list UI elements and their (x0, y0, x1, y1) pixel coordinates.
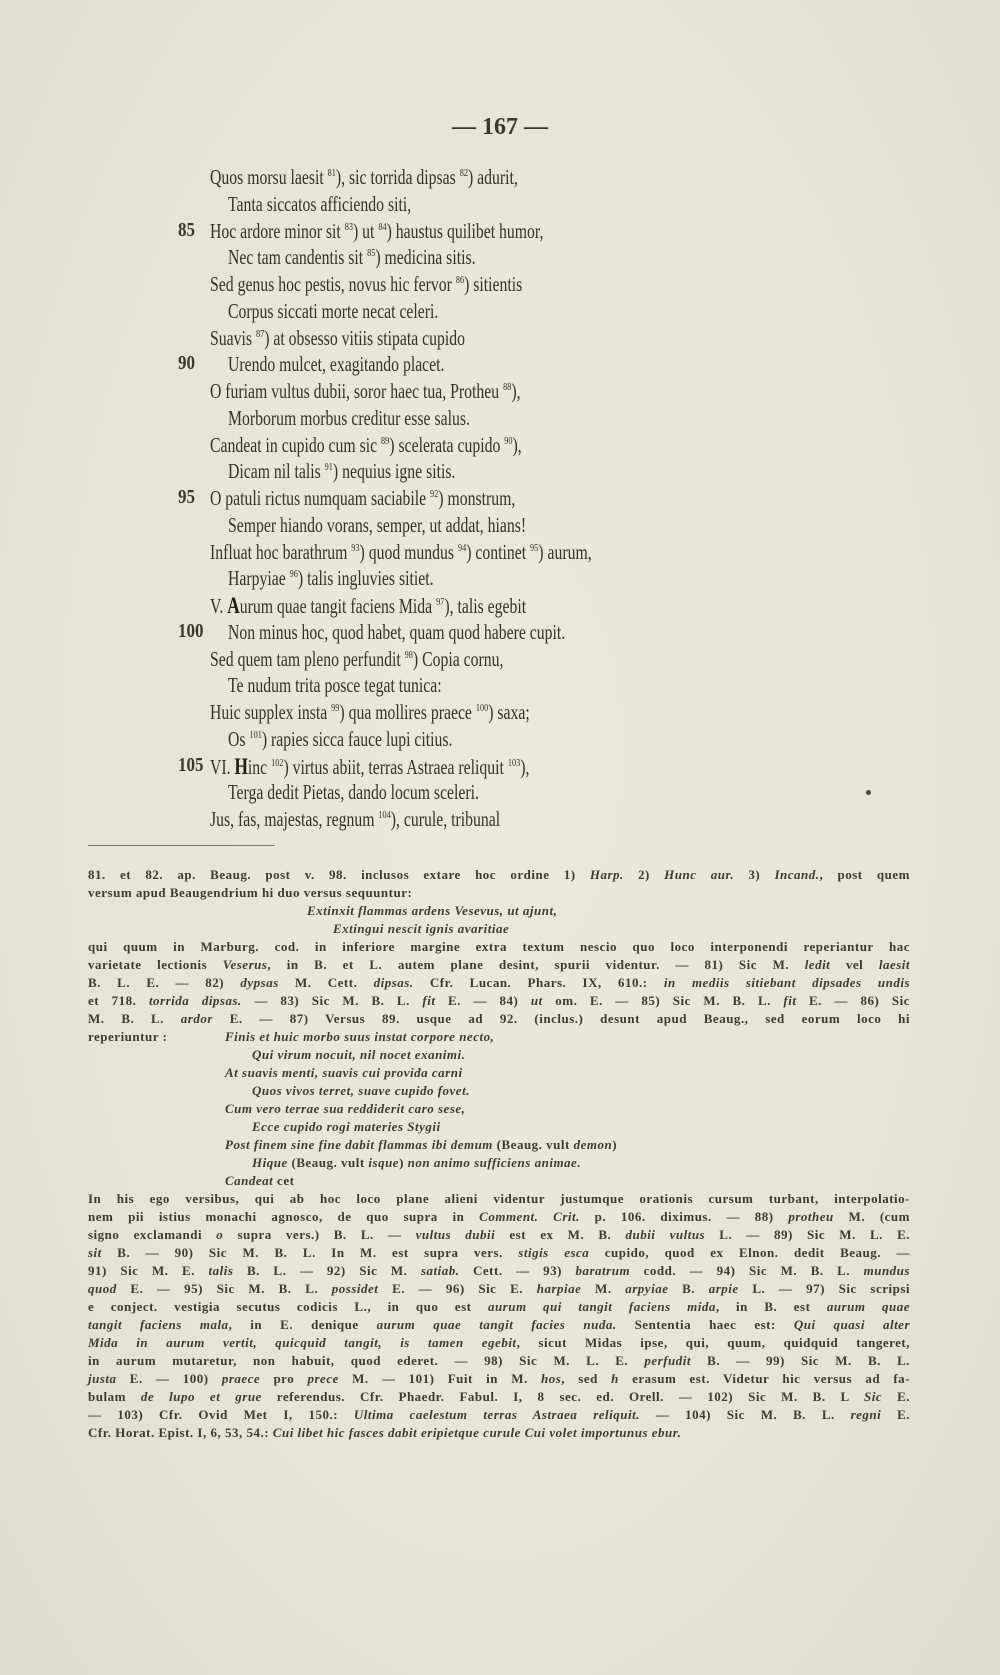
footnote-segment: praece (221, 1371, 261, 1386)
footnote-segment: in mediis sitiebant dipsades undis (663, 975, 910, 990)
footnote-line (88, 938, 910, 956)
verse-segment: Huic supplex insta (210, 700, 332, 724)
footnote-segment: quod (88, 1281, 117, 1296)
footnote-ref: 87 (255, 327, 265, 340)
footnote-line (252, 1118, 441, 1136)
verse-text-line (210, 165, 518, 190)
verse-segment: Harpyiae (228, 566, 290, 591)
verse-segment: Influat hoc barathrum (210, 539, 352, 564)
verse-text-line (228, 406, 470, 431)
footnote-segment: Hique (252, 1155, 288, 1170)
footnote-segment: mundus (863, 1263, 910, 1278)
footnote-segment: signo exclamandi (88, 1227, 217, 1242)
footnote-ref: 81 (327, 167, 336, 179)
footnote-line (88, 1262, 910, 1280)
footnote-line (88, 1190, 910, 1208)
verse-segment: Suavis (210, 325, 256, 350)
footnote-segment: E. — 84) (435, 993, 531, 1008)
verse-segment: ) nequius igne sitis. (332, 459, 456, 484)
footnote-ref: 88 (503, 381, 512, 393)
footnote-segment: — 83) Sic M. B. L. (241, 993, 423, 1008)
footnote-segment: est ex M. B. (495, 1227, 626, 1242)
verse-segment: ), talis egebit (444, 594, 527, 618)
footnote-segment: Qui quasi alter (793, 1317, 911, 1332)
footnote-segment: Sententia haec est: (616, 1317, 794, 1332)
line-number: 85 (178, 218, 195, 241)
footnote-segment: et 718. (88, 993, 149, 1008)
footnote-line (88, 866, 910, 884)
footnote-segment: cupido, quod ex Elnon. dedit Beaug. — (589, 1245, 910, 1260)
footnote-segment: pro (260, 1371, 308, 1386)
footnote-segment: ledit (804, 957, 831, 972)
footnote-segment: Cui libet hic fasces dabit eripietque curule Cui volet importunus ebur. (272, 1425, 682, 1440)
verse-segment: O patuli rictus numquam saciabile (210, 486, 431, 510)
verse-segment: Os (228, 726, 250, 751)
footnote-segment: bulam (88, 1389, 141, 1404)
verse-text-line (210, 219, 543, 244)
footnote-line (252, 1046, 465, 1064)
footnote-segment: satiab. (420, 1263, 460, 1278)
verse-segment: Tanta siccatos afficiendo siti, (228, 191, 412, 216)
footnote-segment: protheu (788, 1209, 834, 1224)
verse-segment: ), (520, 754, 530, 779)
footnote-ref: 90 (504, 434, 513, 447)
verse-text-line (210, 700, 530, 725)
footnote-segment: Harp. (589, 867, 624, 882)
verse-segment: VI. (210, 754, 235, 779)
verse-segment: Terga dedit Pietas, dando locum sceleri. (228, 780, 479, 805)
footnote-ref: 82 (459, 167, 468, 179)
verse-segment: urum quae tangit faciens Mida (239, 594, 437, 618)
line-number: 105 (178, 753, 204, 776)
verse-text-line (228, 245, 476, 270)
footnote-segment: harpiae (536, 1281, 582, 1296)
footnote-segment: Cum vero terrae sua reddiderit caro sese, (225, 1101, 466, 1116)
verse-segment: ), curule, tribunal (390, 807, 501, 831)
footnote-segment: Extingui nescit ignis avaritiae (333, 921, 510, 936)
footnote-segment: Incand. (774, 867, 820, 882)
footnote-segment: E. — 87) Versus 89. usque ad 92. (inclus.) desunt apud Beaug., sed eorum loco hi (212, 1011, 910, 1026)
footnote-ref: 83 (344, 220, 353, 233)
verse-segment: O furiam vultus dubii, soror haec tua, Protheu (210, 379, 504, 403)
footnote-segment: Hunc aur. (664, 867, 735, 882)
verse-segment: ) aurum, (538, 539, 592, 564)
footnote-segment: justa (88, 1371, 117, 1386)
ink-speck (866, 790, 871, 795)
footnote-segment: e conject. vestigia secutus codicis L., in quo est (88, 1299, 488, 1314)
footnote-segment: non animo sufficiens animae. (407, 1155, 582, 1170)
line-number: 95 (178, 486, 195, 508)
verse-text-line (228, 673, 442, 698)
footnote-segment: L. — 89) Sic M. L. E. (705, 1227, 911, 1242)
footnote-segment: , in B. et L. autem plane desint, spurii videntur. — 81) Sic M. (267, 957, 805, 972)
footnote-segment: — 104) Sic M. B. L. (639, 1407, 851, 1422)
footnote-segment: Ecce cupido rogi materies Stygii (252, 1119, 441, 1134)
footnote-line (88, 1352, 910, 1370)
footnote-line (225, 1064, 463, 1082)
verse-text-line (228, 192, 411, 217)
footnote-segment: dypsas (240, 975, 279, 990)
verse-segment: Morborum morbus creditur esse salus. (228, 405, 470, 430)
footnote-segment: , sed (561, 1371, 612, 1386)
footnote-segment: B. — 90) Sic M. B. L. In M. est supra vers. (101, 1245, 519, 1260)
footnote-segment: tangit faciens mala (88, 1317, 229, 1332)
verse-text-line (228, 513, 526, 538)
footnote-segment: E. — 95) Sic M. B. L. (116, 1281, 332, 1296)
footnote-ref: 103 (507, 756, 521, 769)
footnote-line (88, 884, 910, 902)
verse-text-line (210, 433, 522, 458)
footnote-line (225, 1172, 294, 1190)
footnote-line (88, 1370, 910, 1388)
footnote-line (88, 1406, 910, 1424)
verse-segment: ) scelerata cupido (389, 432, 505, 457)
footnote-segment: Veserus (222, 957, 268, 972)
footnote-segment: versum apud Beaugendrium hi duo versus sequuntur: (88, 885, 413, 900)
footnote-segment: , in E. denique (228, 1317, 377, 1332)
footnote-segment: E. (882, 1389, 910, 1404)
footnote-segment: aurum quae tangit facies nuda. (376, 1317, 617, 1332)
footnote-line (88, 956, 910, 974)
footnote-segment: qui quum in Marburg. cod. in inferiore margine extra textum nescio quo loco interponendi reperiantur hac (88, 939, 910, 954)
verse-text-line (228, 566, 434, 591)
footnote-ref: 97 (436, 596, 445, 608)
footnote-segment: ) (612, 1137, 618, 1152)
footnote-segment: 2) (623, 867, 665, 882)
line-number: 90 (178, 352, 195, 375)
footnote-segment: vultus dubii (415, 1227, 496, 1242)
footnote-ref: 95 (530, 541, 539, 554)
verse-segment: ) ut (352, 218, 379, 243)
verse-segment: V. (210, 594, 228, 618)
verse-segment: Sed genus hoc pestis, novus hic fervor (210, 272, 456, 296)
verse-text-line (210, 647, 503, 672)
footnote-segment: B. (668, 1281, 709, 1296)
footnote-segment: laesit (878, 957, 910, 972)
footnote-segment: L. — 97) Sic scripsi (738, 1281, 910, 1296)
footnote-segment: E. (881, 1407, 911, 1422)
footnote-segment: fit (422, 993, 436, 1008)
footnote-segment: arpie (708, 1281, 739, 1296)
verse-segment: ) talis ingluvies sitiet. (297, 566, 434, 591)
footnote-segment: (Beaug. vult (492, 1137, 574, 1152)
footnote-segment: dipsas. (373, 975, 414, 990)
verse-segment: ), (511, 379, 521, 403)
footnote-segment: varietate lectionis (88, 957, 223, 972)
footnote-segment: sit (88, 1245, 102, 1260)
verse-text-line (210, 326, 465, 351)
footnote-segment: o (216, 1227, 224, 1242)
footnote-line (307, 902, 557, 920)
footnote-segment: B. L. — 92) Sic M. (233, 1263, 421, 1278)
footnote-segment: Quos vivos terret, suave cupido fovet. (252, 1083, 470, 1098)
footnote-segment: demon (573, 1137, 613, 1152)
footnote-segment: referendus. Cfr. Phaedr. Fabul. I, 8 sec. ed. Orell. — 102) Sic M. B. L (261, 1389, 864, 1404)
footnote-segment: de lupo et grue (140, 1389, 262, 1404)
footnote-line (88, 1298, 910, 1316)
footnote-segment: M. (581, 1281, 626, 1296)
verse-text-line (210, 486, 515, 511)
verse-text-line (228, 299, 438, 324)
verse-segment: ) at obsesso vitiis stipata cupido (264, 325, 465, 350)
footnote-segment: prece (307, 1371, 339, 1386)
verse-segment: ) adurit, (467, 165, 518, 189)
footnote-segment: Cett. — 93) (459, 1263, 576, 1278)
footnote-segment: torrida dipsas. (148, 993, 242, 1008)
verse-segment: inc (247, 754, 272, 779)
verse-text-line (210, 754, 529, 780)
footnote-segment: Ultima caelestum terras Astraea reliquit. (353, 1407, 640, 1422)
footnote-line (88, 974, 910, 992)
footnote-ref: 89 (381, 434, 390, 447)
footnote-separator (88, 845, 275, 846)
footnote-segment: M. — 101) Fuit in M. (338, 1371, 541, 1386)
footnote-segment: Finis et huic morbo suus instat corpore necto, (225, 1029, 495, 1044)
footnote-line (88, 992, 910, 1010)
footnote-ref: 91 (324, 461, 333, 474)
verse-segment: Nec tam candentis sit (228, 245, 368, 270)
footnote-line (88, 1010, 910, 1028)
footnote-line (252, 1082, 470, 1100)
verse-segment: ) quod mundus (359, 539, 458, 564)
footnote-line (88, 1028, 910, 1046)
footnote-segment: h (611, 1371, 619, 1386)
footnote-segment: At suavis menti, suavis cui provida carni (225, 1065, 463, 1080)
verse-segment: Te nudum trita posce tegat tunica: (228, 673, 442, 698)
footnote-segment: 91) Sic M. E. (88, 1263, 209, 1278)
footnote-segment: supra vers.) B. L. — (223, 1227, 416, 1242)
footnote-segment: vel (830, 957, 879, 972)
footnote-segment: E. — 86) Sic (796, 993, 910, 1008)
footnote-segment: baratrum (575, 1263, 631, 1278)
verse-segment: A (227, 593, 240, 618)
footnote-line (225, 1136, 617, 1154)
footnote-ref: 92 (430, 488, 439, 500)
verse-segment: ) continet (466, 539, 531, 564)
verse-segment: ) rapies sicca fauce lupi citius. (261, 726, 453, 751)
footnote-segment: B. — 99) Sic M. B. L. (690, 1353, 910, 1368)
footnote-segment: om. E. — 85) Sic M. B. L. (542, 993, 784, 1008)
verse-segment: Jus, fas, majestas, regnum (210, 807, 379, 831)
footnote-segment: B. L. E. — 82) (88, 975, 241, 990)
footnote-segment: erasum est. Videtur hic versus ad fa- (618, 1371, 911, 1386)
footnote-segment: M. Cett. (278, 975, 374, 990)
footnote-line (88, 1280, 910, 1298)
footnote-ref: 96 (289, 568, 298, 581)
verse-segment: Semper hiando vorans, semper, ut addat, hians! (228, 512, 527, 537)
footnote-segment: E. — 100) (116, 1371, 222, 1386)
footnote-ref: 98 (404, 648, 413, 661)
verse-text-line (210, 272, 522, 297)
footnote-segment: , in B. est (715, 1299, 827, 1314)
footnote-ref: 101 (249, 728, 262, 741)
footnote-segment: aurum qui tangit faciens mida (487, 1299, 716, 1314)
footnote-segment: 81. et 82. ap. Beaug. post v. 98. inclusos extare hoc ordine 1) (88, 867, 590, 882)
footnote-segment: ) (399, 1155, 408, 1170)
footnote-segment: possidet (331, 1281, 379, 1296)
footnote-segment: Cfr. Horat. Epist. I, 6, 53, 54.: (88, 1425, 273, 1440)
footnote-ref: 84 (378, 220, 387, 233)
footnote-line (252, 1154, 581, 1172)
footnote-segment: p. 106. diximus. — 88) (579, 1209, 789, 1224)
verse-segment: Non minus hoc, quod habet, quam quod habere cupit. (228, 619, 566, 644)
footnote-ref: 85 (367, 247, 376, 260)
verse-segment: ) qua mollires praece (339, 700, 476, 724)
page-number: — 167 — (452, 114, 548, 140)
verse-segment: Hoc ardore minor sit (210, 218, 345, 243)
footnote-line (225, 1100, 465, 1118)
verse-text-line (210, 593, 526, 619)
footnote-ref: 93 (351, 541, 360, 554)
footnote-segment: In his ego versibus, qui ab hoc loco plane alieni videntur justumque orationis cursum turbant, interpolatio- (88, 1191, 910, 1206)
footnote-segment: dubii vultus (625, 1227, 706, 1242)
footnote-segment: reperiuntur : (88, 1029, 168, 1044)
footnote-line (88, 1226, 910, 1244)
verse-segment: ) haustus quilibet humor, (386, 218, 544, 243)
footnote-ref: 104 (378, 809, 391, 821)
verse-segment: Urendo mulcet, exagitando placet. (228, 352, 445, 377)
footnote-segment: Cfr. Lucan. Phars. IX, 610.: (413, 975, 664, 990)
footnote-segment: in aurum mutaretur, non habuit, quod ederet. — 98) Sic M. L. E. (88, 1353, 645, 1368)
footnote-segment: Sic (863, 1389, 883, 1404)
verse-text-line (210, 807, 500, 832)
footnote-ref: 99 (331, 702, 340, 714)
footnote-segment: stigis esca (518, 1245, 590, 1260)
footnote-segment: regni (850, 1407, 882, 1422)
footnote-segment: M. B. L. (88, 1011, 181, 1026)
verse-segment: Quos morsu laesit (210, 165, 328, 189)
footnote-segment: Comment. Crit. (479, 1209, 580, 1224)
verse-segment: H (234, 753, 248, 779)
verse-text-line (228, 620, 565, 645)
footnote-segment: Post finem sine fine dabit flammas ibi demum (225, 1137, 493, 1152)
footnote-line (88, 1316, 910, 1334)
footnote-segment: Qui virum nocuit, nil nocet exanimi. (252, 1047, 466, 1062)
footnote-ref: 94 (457, 541, 467, 554)
verse-segment: ) saxa; (488, 700, 530, 724)
verse-segment: Sed quem tam pleno perfundit (210, 646, 405, 671)
verse-segment: Corpus siccati morte necat celeri. (228, 298, 439, 323)
footnote-segment: arpyiae (625, 1281, 669, 1296)
footnote-line (88, 1334, 910, 1352)
footnote-ref: 102 (271, 756, 284, 769)
footnote-ref: 86 (455, 274, 465, 286)
verse-segment: ) medicina sitis. (375, 245, 476, 270)
footnote-line (88, 1244, 910, 1262)
verse-segment: Candeat in cupido cum sic (210, 432, 382, 457)
verse-text-line (228, 459, 455, 484)
verse-text-line (228, 352, 444, 377)
footnote-segment: 3) (734, 867, 775, 882)
footnote-line (333, 920, 509, 938)
verse-text-line (210, 540, 592, 565)
verse-segment: ), (512, 432, 522, 457)
footnote-segment: fit (783, 993, 797, 1008)
footnote-segment: nem pii istius monachi agnosco, de quo supra in (88, 1209, 480, 1224)
footnote-segment: ardor (180, 1011, 213, 1026)
footnote-line (88, 1424, 910, 1442)
footnote-segment: talis (208, 1263, 234, 1278)
footnote-line (88, 1208, 910, 1226)
verse-text-line (228, 780, 479, 805)
footnote-segment: Candeat (225, 1173, 274, 1188)
footnote-segment: ut (530, 993, 543, 1008)
verse-segment: ) sitientis (464, 272, 523, 296)
footnote-segment: Mida in aurum vertit, quicquid tangit, is tamen egebit (88, 1335, 517, 1350)
footnote-segment: Extinxit flammas ardens Vesevus, ut ajunt, (307, 903, 558, 918)
verse-segment: ) virtus abiit, terras Astraea reliquit (283, 754, 508, 779)
verse-segment: Dicam nil talis (228, 459, 325, 484)
footnote-line (88, 1388, 910, 1406)
footnote-segment: isque (368, 1155, 400, 1170)
footnote-ref: 100 (475, 702, 489, 714)
footnote-segment: E. — 96) Sic E. (378, 1281, 537, 1296)
footnote-segment: — 103) Cfr. Ovid Met I, 150.: (88, 1407, 354, 1422)
footnote-segment: hos (541, 1371, 562, 1386)
footnote-segment: codd. — 94) Sic M. B. L. (630, 1263, 864, 1278)
footnote-segment: , post quem (819, 867, 910, 882)
footnote-segment: , sicut Midas ipse, qui, quum, quidquid tangeret, (516, 1335, 911, 1350)
footnote-segment: perfudit (644, 1353, 691, 1368)
verse-text-line (210, 379, 521, 404)
verse-segment: ) Copia cornu, (412, 646, 504, 671)
verse-segment: ), sic torrida dipsas (335, 165, 460, 189)
verse-text-line (228, 727, 452, 752)
verse-segment: ) monstrum, (438, 486, 516, 510)
footnote-segment: M. (cum (833, 1209, 910, 1224)
footnote-segment: (Beaug. vult (287, 1155, 369, 1170)
footnote-segment: aurum quae (826, 1299, 910, 1314)
footnote-segment: cet (273, 1173, 295, 1188)
line-number: 100 (178, 619, 204, 642)
